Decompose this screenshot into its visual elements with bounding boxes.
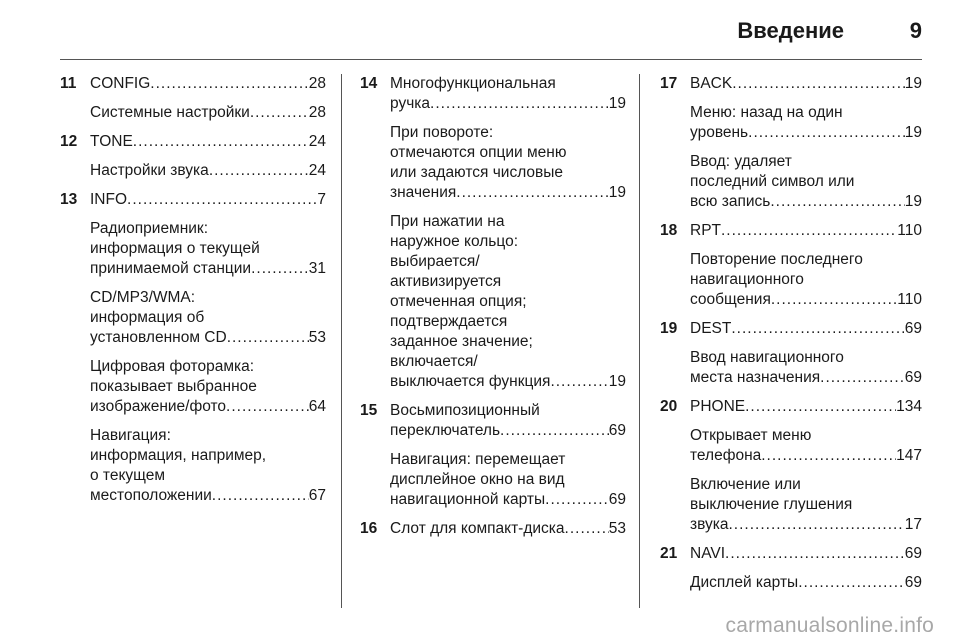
page-reference[interactable]: 69 bbox=[904, 320, 922, 337]
item-text-line: информация об bbox=[90, 309, 205, 326]
dot-leader bbox=[209, 161, 309, 181]
item-spacer bbox=[390, 114, 626, 123]
dot-leader bbox=[745, 397, 896, 417]
dot-leader bbox=[771, 290, 897, 310]
page-reference[interactable]: 31 bbox=[308, 260, 326, 277]
item-page-line[interactable] bbox=[390, 94, 626, 114]
dot-leader bbox=[732, 74, 905, 94]
entry-spacer bbox=[660, 310, 922, 319]
item-page-line[interactable] bbox=[690, 221, 922, 241]
index-item bbox=[390, 519, 626, 539]
item-spacer bbox=[90, 279, 326, 288]
item-text-line: информация, например, bbox=[90, 447, 267, 464]
index-item bbox=[690, 348, 922, 388]
dot-leader bbox=[127, 190, 317, 210]
item-page-line[interactable] bbox=[690, 368, 922, 388]
index-item bbox=[390, 74, 626, 114]
dot-leader bbox=[725, 544, 905, 564]
dot-leader bbox=[545, 490, 609, 510]
index-entry bbox=[60, 190, 326, 506]
item-label: места назначения bbox=[690, 369, 821, 386]
item-label: принимаемой станции bbox=[90, 260, 252, 277]
page-reference[interactable]: 147 bbox=[896, 447, 922, 464]
item-text-line: дисплейное окно на вид bbox=[390, 471, 565, 488]
item-spacer bbox=[690, 564, 922, 573]
page-reference[interactable]: 19 bbox=[608, 373, 626, 390]
item-text-line: Открывает меню bbox=[690, 427, 812, 444]
item-label: всю запись bbox=[690, 193, 771, 210]
item-page-line[interactable] bbox=[690, 192, 922, 212]
dot-leader bbox=[550, 372, 608, 392]
header-divider bbox=[60, 59, 922, 60]
item-text-line: При повороте: bbox=[390, 124, 494, 141]
dot-leader bbox=[500, 421, 609, 441]
dot-leader bbox=[748, 123, 905, 143]
item-page-line[interactable] bbox=[690, 544, 922, 564]
item-label: навигационной карты bbox=[390, 491, 546, 508]
item-text-line: Ввод навигационного bbox=[690, 349, 844, 366]
item-label: телефона bbox=[690, 447, 762, 464]
item-text-line: отмечаются опции меню bbox=[390, 144, 567, 161]
index-item bbox=[690, 397, 922, 417]
page-reference[interactable]: 69 bbox=[608, 491, 626, 508]
item-spacer bbox=[90, 417, 326, 426]
item-text-line: При нажатии на bbox=[390, 213, 505, 230]
page-reference[interactable]: 19 bbox=[904, 193, 922, 210]
item-spacer bbox=[90, 94, 326, 103]
entry-spacer bbox=[360, 392, 626, 401]
page-reference[interactable]: 28 bbox=[308, 75, 326, 92]
index-entry bbox=[660, 74, 922, 212]
item-text-line: о текущем bbox=[90, 467, 166, 484]
item-label: переключатель bbox=[390, 422, 501, 439]
item-text-line: отмеченная опция; bbox=[390, 293, 527, 310]
page-reference[interactable]: 28 bbox=[308, 104, 326, 121]
item-page-line[interactable] bbox=[90, 486, 326, 506]
page-reference[interactable]: 19 bbox=[904, 124, 922, 141]
index-item bbox=[690, 221, 922, 241]
item-page-line[interactable] bbox=[90, 259, 326, 279]
index-item bbox=[90, 161, 326, 181]
item-text-line: подтверждается bbox=[390, 313, 508, 330]
page-reference[interactable]: 24 bbox=[308, 133, 326, 150]
item-label: Слот для компакт-диска bbox=[390, 520, 565, 537]
callout-number: 17 bbox=[660, 75, 678, 92]
item-page-line[interactable] bbox=[690, 123, 922, 143]
index-item bbox=[690, 103, 922, 143]
entry-spacer bbox=[60, 123, 326, 132]
entry-spacer bbox=[60, 181, 326, 190]
index-item bbox=[390, 450, 626, 510]
entry-spacer bbox=[660, 535, 922, 544]
item-text-line: или задаются числовые bbox=[390, 164, 564, 181]
item-spacer bbox=[690, 143, 922, 152]
index-item bbox=[690, 544, 922, 564]
callout-number: 13 bbox=[60, 191, 78, 208]
watermark-text: carmanualsonline.info bbox=[725, 614, 934, 637]
callout-number: 11 bbox=[60, 75, 77, 92]
index-item bbox=[390, 123, 626, 203]
index-column-2 bbox=[360, 74, 626, 539]
item-page-line[interactable] bbox=[690, 515, 922, 535]
callout-number: 19 bbox=[660, 320, 678, 337]
page-reference[interactable]: 69 bbox=[904, 574, 922, 591]
item-spacer bbox=[690, 466, 922, 475]
item-text-line: заданное значение; bbox=[390, 333, 533, 350]
dot-leader bbox=[150, 74, 308, 94]
page-number: 9 bbox=[909, 18, 922, 43]
item-text-line: Восьмипозиционный bbox=[390, 402, 540, 419]
item-text-line: Цифровая фоторамка: bbox=[90, 358, 255, 375]
item-label: выключается функция bbox=[390, 373, 551, 390]
item-label: PHONE bbox=[690, 398, 746, 415]
index-item bbox=[90, 103, 326, 123]
dot-leader bbox=[430, 94, 609, 114]
page-reference[interactable]: 19 bbox=[608, 95, 626, 112]
index-entry bbox=[360, 519, 626, 539]
dot-leader bbox=[729, 515, 905, 535]
page-reference[interactable]: 69 bbox=[904, 369, 922, 386]
item-text-line: наружное кольцо: bbox=[390, 233, 519, 250]
index-item bbox=[90, 132, 326, 152]
page-reference[interactable]: 19 bbox=[904, 75, 922, 92]
index-entry bbox=[660, 221, 922, 310]
item-label: Системные настройки bbox=[90, 104, 250, 121]
item-text-line: последний символ или bbox=[690, 173, 855, 190]
index-item bbox=[90, 357, 326, 417]
index-entry bbox=[660, 544, 922, 593]
index-entry bbox=[360, 74, 626, 392]
item-spacer bbox=[90, 348, 326, 357]
item-spacer bbox=[690, 339, 922, 348]
item-label: установленном CD bbox=[90, 329, 227, 346]
item-label: изображение/фото bbox=[90, 398, 227, 415]
item-page-line[interactable] bbox=[390, 519, 626, 539]
item-text-line: Радиоприемник: bbox=[90, 220, 209, 237]
item-label: TONE bbox=[90, 133, 133, 150]
item-page-line[interactable] bbox=[390, 421, 626, 441]
item-page-line[interactable] bbox=[390, 372, 626, 392]
dot-leader bbox=[798, 573, 905, 593]
item-spacer bbox=[690, 94, 922, 103]
index-item bbox=[90, 74, 326, 94]
page-reference[interactable]: 19 bbox=[608, 184, 626, 201]
page-reference[interactable]: 134 bbox=[896, 398, 922, 415]
item-page-line[interactable] bbox=[390, 490, 626, 510]
item-page-line[interactable] bbox=[690, 74, 922, 94]
item-page-line[interactable] bbox=[90, 132, 326, 152]
dot-leader bbox=[227, 328, 309, 348]
item-label: RPT bbox=[690, 222, 721, 239]
dot-leader bbox=[721, 221, 897, 241]
dot-leader bbox=[251, 259, 309, 279]
item-text-line: Меню: назад на один bbox=[690, 104, 843, 121]
item-text-line: информация о текущей bbox=[90, 240, 260, 257]
item-page-line[interactable] bbox=[690, 290, 922, 310]
item-label: значения bbox=[390, 184, 457, 201]
dot-leader bbox=[133, 132, 309, 152]
index-item bbox=[90, 288, 326, 348]
item-text-line: навигационного bbox=[690, 271, 804, 288]
item-text-line: Повторение последнего bbox=[690, 251, 863, 268]
callout-number: 16 bbox=[360, 520, 378, 537]
index-item bbox=[90, 190, 326, 210]
item-label: CONFIG bbox=[90, 75, 151, 92]
index-item bbox=[690, 250, 922, 310]
item-label: NAVI bbox=[690, 545, 726, 562]
item-label: Настройки звука bbox=[90, 162, 209, 179]
page-header bbox=[0, 0, 960, 60]
item-page-line[interactable] bbox=[90, 328, 326, 348]
dot-leader bbox=[212, 486, 309, 506]
page-reference[interactable]: 69 bbox=[904, 545, 922, 562]
item-spacer bbox=[690, 417, 922, 426]
item-label: уровень bbox=[690, 124, 749, 141]
page-reference[interactable]: 17 bbox=[904, 516, 922, 533]
dot-leader bbox=[226, 397, 309, 417]
index-item bbox=[690, 475, 922, 535]
page-reference[interactable]: 53 bbox=[308, 329, 326, 346]
item-label: сообщения bbox=[690, 291, 771, 308]
item-text-line: выбирается/ bbox=[390, 253, 480, 270]
column-divider bbox=[639, 74, 640, 608]
index-entry bbox=[60, 132, 326, 181]
dot-leader bbox=[770, 192, 904, 212]
entry-spacer bbox=[660, 388, 922, 397]
index-entry bbox=[660, 319, 922, 388]
index-item bbox=[90, 219, 326, 279]
index-item bbox=[690, 319, 922, 339]
dot-leader bbox=[731, 319, 904, 339]
page-reference[interactable]: 110 bbox=[897, 291, 922, 308]
item-label: местоположении bbox=[90, 487, 212, 504]
page-title: Введение bbox=[737, 18, 844, 43]
item-page-line[interactable] bbox=[90, 161, 326, 181]
item-text-line: Многофункциональная bbox=[390, 75, 556, 92]
index-entry bbox=[60, 74, 326, 123]
index-column-1 bbox=[60, 74, 326, 506]
item-text-line: Ввод: удаляет bbox=[690, 153, 792, 170]
page-reference[interactable]: 24 bbox=[308, 162, 326, 179]
item-label: ручка bbox=[390, 95, 431, 112]
item-spacer bbox=[390, 203, 626, 212]
item-text-line: активизируется bbox=[390, 273, 502, 290]
page-reference[interactable]: 53 bbox=[608, 520, 626, 537]
dot-leader bbox=[820, 368, 905, 388]
item-text-line: Включение или bbox=[690, 476, 801, 493]
index-item bbox=[90, 426, 326, 506]
entry-spacer bbox=[660, 212, 922, 221]
page-reference[interactable]: 69 bbox=[608, 422, 626, 439]
item-label: INFO bbox=[90, 191, 128, 208]
item-text-line: Навигация: bbox=[90, 427, 171, 444]
page-reference[interactable]: 7 bbox=[317, 191, 326, 208]
item-text-line: показывает выбранное bbox=[90, 378, 257, 395]
callout-number: 15 bbox=[360, 402, 378, 419]
item-text-line: CD/MP3/WMA: bbox=[90, 289, 196, 306]
item-label: BACK bbox=[690, 75, 733, 92]
column-divider bbox=[341, 74, 342, 608]
item-label: звука bbox=[690, 516, 729, 533]
item-page-line[interactable] bbox=[390, 183, 626, 203]
item-page-line[interactable] bbox=[690, 319, 922, 339]
item-text-line: включается/ bbox=[390, 353, 478, 370]
index-item bbox=[390, 401, 626, 441]
index-item bbox=[390, 212, 626, 392]
item-page-line[interactable] bbox=[690, 397, 922, 417]
item-page-line[interactable] bbox=[90, 397, 326, 417]
index-item bbox=[690, 573, 922, 593]
entry-spacer bbox=[360, 510, 626, 519]
item-page-line[interactable] bbox=[690, 573, 922, 593]
item-label: DEST bbox=[690, 320, 732, 337]
callout-number: 21 bbox=[660, 545, 678, 562]
dot-leader bbox=[250, 103, 309, 123]
index-item bbox=[690, 74, 922, 94]
index-column-3 bbox=[660, 74, 922, 593]
index-item bbox=[690, 426, 922, 466]
page-reference[interactable]: 64 bbox=[308, 398, 326, 415]
item-text-line: выключение глушения bbox=[690, 496, 853, 513]
item-spacer bbox=[90, 152, 326, 161]
index-entry bbox=[360, 401, 626, 510]
page-reference[interactable]: 110 bbox=[897, 222, 922, 239]
callout-number: 20 bbox=[660, 398, 678, 415]
callout-number: 18 bbox=[660, 222, 678, 239]
dot-leader bbox=[456, 183, 608, 203]
callout-number: 14 bbox=[360, 75, 378, 92]
item-spacer bbox=[390, 441, 626, 450]
item-label: Дисплей карты bbox=[690, 574, 799, 591]
item-spacer bbox=[690, 241, 922, 250]
page-reference[interactable]: 67 bbox=[308, 487, 326, 504]
item-page-line[interactable] bbox=[90, 74, 326, 94]
dot-leader bbox=[565, 519, 609, 539]
item-page-line[interactable] bbox=[690, 446, 922, 466]
index-entry bbox=[660, 397, 922, 535]
item-page-line[interactable] bbox=[90, 103, 326, 123]
callout-number: 12 bbox=[60, 133, 78, 150]
dot-leader bbox=[761, 446, 896, 466]
item-page-line[interactable] bbox=[90, 190, 326, 210]
item-text-line: Навигация: перемещает bbox=[390, 451, 566, 468]
index-item bbox=[690, 152, 922, 212]
item-spacer bbox=[90, 210, 326, 219]
